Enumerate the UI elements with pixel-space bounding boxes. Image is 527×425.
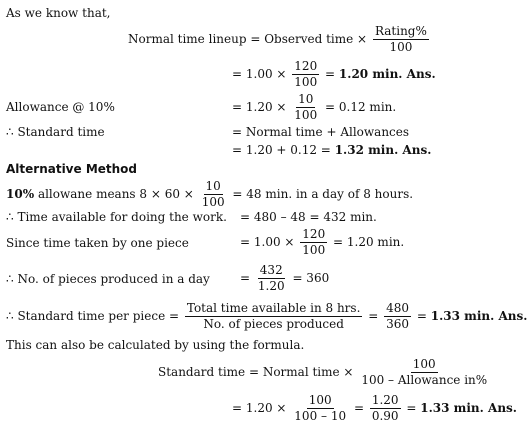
normal-time-label: Normal time lineup = Observed time ×	[128, 32, 368, 46]
formula-calc-fraction-1	[292, 394, 348, 423]
rating-fraction-denominator: 100	[389, 40, 413, 54]
standard-time-answer: 1.32 min. Ans.	[334, 143, 432, 157]
pieces-denominator: 1.20	[257, 279, 285, 293]
std-per-piece-equals: =	[368, 309, 379, 323]
pieces-result: = 360	[292, 271, 330, 285]
normal-time-answer: 1.20 min. Ans.	[338, 67, 436, 81]
std-per-piece-denominator: No. of pieces produced	[203, 317, 344, 331]
normal-calc-equals: =	[325, 67, 336, 81]
formula-note: This can also be calculated by using the formula.	[6, 338, 305, 352]
formula-calc-prefix: = 1.20 ×	[232, 401, 287, 415]
normal-calc-numerator: 120	[294, 59, 318, 73]
formula-calc-fraction-2-numerator: 1.20	[371, 393, 399, 407]
formula-calc-equals-2: =	[406, 401, 417, 415]
std-per-piece-fraction	[185, 302, 363, 331]
formula-calc-fraction-1-denominator: 100 – 10	[294, 409, 347, 423]
standard-time-formula: = Normal time + Allowances	[232, 125, 410, 139]
normal-time-formula	[128, 25, 431, 54]
time-per-piece-label: Since time taken by one piece	[6, 236, 189, 250]
std-per-piece-equals-2: =	[416, 309, 427, 323]
formula-calc-fraction-2-denominator: 0.90	[371, 409, 399, 423]
allowance-percent: 10%	[6, 187, 35, 201]
pieces-per-day-label: ∴ No. of pieces produced in a day	[6, 272, 210, 286]
formula-numerator: 100	[412, 357, 436, 371]
formula-denominator: 100 – Allowance in%	[361, 373, 488, 387]
time-per-piece-result: = 1.20 min.	[333, 235, 405, 249]
formula-calc-fraction-1-numerator: 100	[308, 393, 332, 407]
allowance-per-day-text: allowane means 8 × 60 ×	[37, 187, 194, 201]
rating-fraction-numerator: Rating%	[374, 24, 427, 38]
standard-time-per-piece	[6, 302, 527, 331]
formula-calc-answer: 1.33 min. Ans.	[420, 401, 517, 415]
allowance-denominator: 100	[294, 108, 318, 122]
standard-time-calc	[232, 143, 431, 157]
allowance-per-day-line	[6, 180, 413, 209]
std-per-piece-answer: 1.33 min. Ans.	[430, 309, 527, 323]
standard-time-general-formula	[158, 358, 491, 387]
standard-calc-expression: = 1.20 + 0.12 =	[232, 143, 331, 157]
allowance-calc	[232, 93, 396, 122]
time-per-piece-numerator: 120	[302, 227, 326, 241]
allowance-label: Allowance @ 10%	[6, 100, 115, 114]
std-per-piece-numerator: Total time available in 8 hrs.	[186, 301, 361, 315]
allowance-per-day-suffix: = 48 min. in a day of 8 hours.	[232, 187, 414, 201]
time-per-piece-fraction	[300, 228, 327, 257]
standard-time-label: ∴ Standard time	[6, 125, 105, 139]
pieces-equals: =	[240, 271, 251, 285]
formula-fraction	[359, 358, 489, 387]
std-per-piece-ratio-numerator: 480	[386, 301, 410, 315]
time-per-piece-prefix: = 1.00 ×	[240, 235, 295, 249]
std-per-piece-ratio-denominator: 360	[386, 317, 410, 331]
time-per-piece-denominator: 100	[302, 243, 326, 257]
normal-calc-prefix: = 1.00 ×	[232, 67, 287, 81]
rating-fraction	[373, 25, 429, 54]
allowance-prefix: = 1.20 ×	[232, 100, 287, 114]
time-available-value: = 480 – 48 = 432 min.	[240, 210, 377, 224]
allowance-fraction	[292, 93, 319, 122]
formula-label: Standard time = Normal time ×	[158, 365, 354, 379]
intro-text: As we know that,	[6, 6, 111, 20]
allowance-numerator: 10	[298, 92, 314, 106]
allowance-per-day-denominator: 100	[201, 195, 225, 209]
time-per-piece-calc	[240, 228, 404, 257]
pieces-per-day-calc	[240, 264, 329, 293]
pieces-fraction	[256, 264, 287, 293]
allowance-per-day-fraction	[200, 180, 227, 209]
formula-calculation	[232, 394, 517, 423]
allowance-result: = 0.12 min.	[325, 100, 397, 114]
alternative-method-heading: Alternative Method	[6, 162, 138, 176]
normal-calc-fraction	[292, 60, 319, 89]
pieces-numerator: 432	[259, 263, 283, 277]
formula-calc-equals: =	[353, 401, 364, 415]
allowance-per-day-numerator: 10	[205, 179, 221, 193]
formula-calc-fraction-2	[370, 394, 401, 423]
std-per-piece-label: ∴ Standard time per piece =	[6, 309, 180, 323]
normal-calc-denominator: 100	[294, 75, 318, 89]
std-per-piece-ratio	[384, 302, 411, 331]
time-available-label: ∴ Time available for doing the work.	[6, 210, 227, 224]
normal-time-calc	[232, 60, 436, 89]
